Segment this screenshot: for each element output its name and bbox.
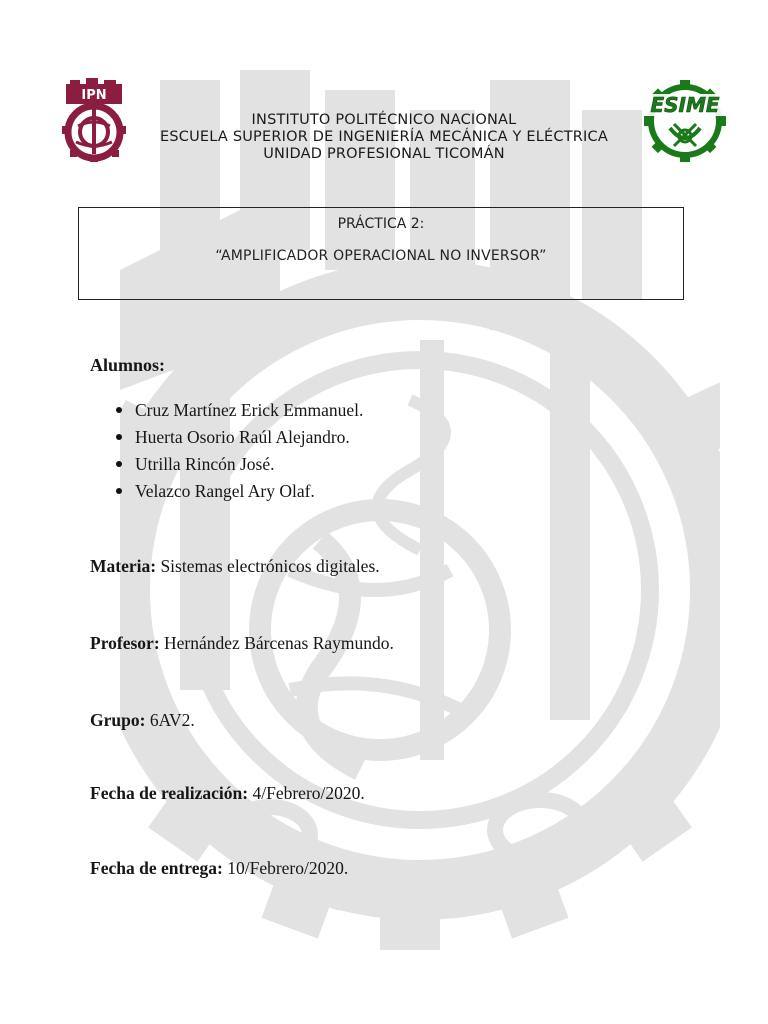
fecha-entrega-value: 10/Febrero/2020. (227, 858, 349, 878)
unit-name: UNIDAD PROFESIONAL TICOMÁN (263, 146, 505, 162)
profesor-label: Profesor: (90, 633, 160, 653)
fecha-realizacion-line (90, 782, 365, 804)
student-item: Velazco Rangel Ary Olaf. (116, 478, 363, 505)
ipn-watermark-image (120, 70, 720, 950)
school-name: ESCUELA SUPERIOR DE INGENIERÍA MECÁNICA Y ELÉCTRICA (160, 129, 608, 145)
practice-title: “AMPLIFICADOR OPERACIONAL NO INVERSOR” (215, 248, 547, 264)
student-item: Utrilla Rincón José. (116, 451, 363, 478)
student-item: Cruz Martínez Erick Emmanuel. (116, 397, 363, 424)
grupo-value: 6AV2. (149, 710, 195, 730)
materia-label: Materia: (90, 556, 157, 576)
fecha-entrega-line (90, 857, 348, 879)
materia-line (90, 555, 380, 577)
fecha-entrega-label: Fecha de entrega: (90, 858, 223, 878)
ipn-logo-text: IPN (81, 88, 107, 103)
students-list (116, 397, 363, 505)
students-label: Alumnos: (90, 355, 166, 375)
practice-number: PRÁCTICA 2: (337, 216, 425, 232)
fecha-realizacion-value: 4/Febrero/2020. (252, 783, 365, 803)
grupo-label: Grupo: (90, 710, 146, 730)
practice-title-box (78, 207, 684, 300)
institution-name: INSTITUTO POLITÉCNICO NACIONAL (251, 112, 517, 128)
grupo-line (90, 709, 195, 731)
fecha-realizacion-label: Fecha de realización: (90, 783, 249, 803)
esime-logo-text: ESIME (650, 93, 720, 117)
institution-header (0, 112, 768, 163)
profesor-line (90, 632, 394, 654)
materia-value: Sistemas electrónicos digitales. (160, 556, 380, 576)
student-item: Huerta Osorio Raúl Alejandro. (116, 424, 363, 451)
profesor-value: Hernández Bárcenas Raymundo. (164, 633, 394, 653)
